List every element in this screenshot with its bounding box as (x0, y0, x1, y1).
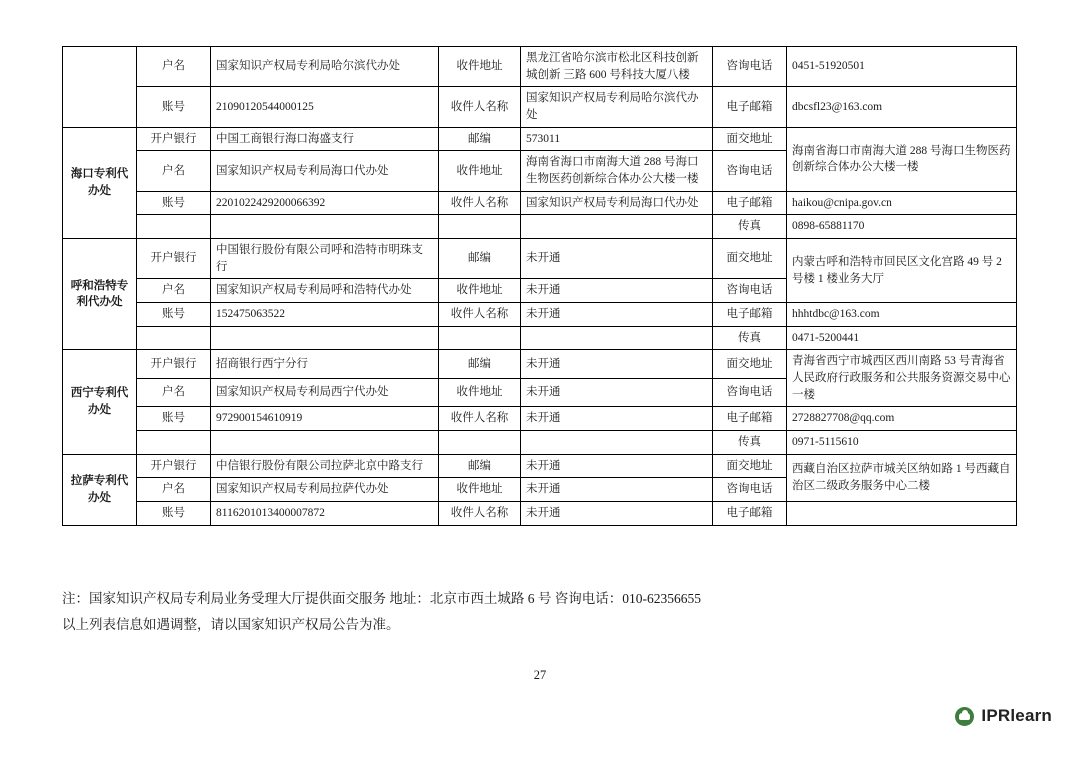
row-value-2: 未开通 (521, 407, 713, 431)
row-label-3: 电子邮箱 (713, 407, 787, 431)
row-label-3: 面交地址 (713, 127, 787, 151)
row-label-3: 传真 (713, 431, 787, 455)
table-row (63, 215, 1017, 239)
table-body (63, 47, 1017, 526)
row-label-3: 咨询电话 (713, 378, 787, 407)
row-value: 国家知识产权局专利局西宁代办处 (211, 378, 439, 407)
row-value: 152475063522 (211, 303, 439, 327)
table-row (63, 191, 1017, 215)
table-row (63, 502, 1017, 526)
row-value-3: 2728827708@qq.com (787, 407, 1017, 431)
row-value-2: 未开通 (521, 239, 713, 279)
table-row (63, 407, 1017, 431)
table-row (63, 303, 1017, 327)
row-value: 972900154610919 (211, 407, 439, 431)
empty-cell (211, 215, 439, 239)
row-value-3: 青海省西宁市城西区西川南路 53 号青海省人民政府行政服务和公共服务资源交易中心一楼 (787, 350, 1017, 407)
row-value-2: 573011 (521, 127, 713, 151)
row-value-2: 黑龙江省哈尔滨市松北区科技创新城创新 三路 600 号科技大厦八楼 (521, 47, 713, 87)
row-label-2: 邮编 (439, 239, 521, 279)
row-label: 户名 (137, 279, 211, 303)
row-value-2: 未开通 (521, 478, 713, 502)
row-label-2: 邮编 (439, 350, 521, 379)
row-value-3: 0971-5115610 (787, 431, 1017, 455)
row-label-2: 收件人名称 (439, 191, 521, 215)
row-value: 国家知识产权局专利局呼和浩特代办处 (211, 279, 439, 303)
row-label-3: 电子邮箱 (713, 502, 787, 526)
row-label-3: 电子邮箱 (713, 191, 787, 215)
watermark (955, 706, 1052, 726)
row-label-2: 收件人名称 (439, 303, 521, 327)
row-value: 中国工商银行海口海盛支行 (211, 127, 439, 151)
row-value-2: 未开通 (521, 350, 713, 379)
table-row (63, 239, 1017, 279)
empty-cell (211, 431, 439, 455)
row-label-2: 收件人名称 (439, 87, 521, 127)
row-label-2: 邮编 (439, 127, 521, 151)
row-value: 2201022429200066392 (211, 191, 439, 215)
row-value-2: 国家知识产权局专利局海口代办处 (521, 191, 713, 215)
row-label-2: 收件人名称 (439, 407, 521, 431)
row-value-2: 未开通 (521, 454, 713, 478)
row-label: 账号 (137, 303, 211, 327)
row-label: 户名 (137, 478, 211, 502)
table-row (63, 127, 1017, 151)
row-label-2: 邮编 (439, 454, 521, 478)
row-value-2: 海南省海口市南海大道 288 号海口生物医药创新综合体办公大楼一楼 (521, 151, 713, 191)
table-row (63, 326, 1017, 350)
empty-cell (521, 431, 713, 455)
empty-cell (137, 431, 211, 455)
empty-cell (439, 215, 521, 239)
row-value-3: hhhtdbc@163.com (787, 303, 1017, 327)
row-value-3: haikou@cnipa.gov.cn (787, 191, 1017, 215)
row-label: 开户银行 (137, 239, 211, 279)
row-value-3: 西藏自治区拉萨市城关区纳如路 1 号西藏自治区二级政务服务中心二楼 (787, 454, 1017, 501)
row-label-3: 电子邮箱 (713, 87, 787, 127)
empty-cell (137, 326, 211, 350)
row-value: 中信银行股份有限公司拉萨北京中路支行 (211, 454, 439, 478)
row-label: 开户银行 (137, 350, 211, 379)
row-value-3: dbcsfl23@163.com (787, 87, 1017, 127)
row-label-3: 传真 (713, 215, 787, 239)
row-label-2: 收件地址 (439, 47, 521, 87)
row-value: 国家知识产权局专利局拉萨代办处 (211, 478, 439, 502)
row-value-3: 0898-65881170 (787, 215, 1017, 239)
row-value: 中国银行股份有限公司呼和浩特市明珠支行 (211, 239, 439, 279)
office-name-cell (63, 47, 137, 128)
page-number: 27 (533, 668, 547, 682)
row-value-3 (787, 502, 1017, 526)
row-value-2: 未开通 (521, 303, 713, 327)
empty-cell (211, 326, 439, 350)
watermark-label: IPRlearn (981, 706, 1052, 725)
row-label: 账号 (137, 502, 211, 526)
office-name-cell: 海口专利代办处 (63, 127, 137, 238)
row-label-3: 咨询电话 (713, 151, 787, 191)
row-value-3: 0451-51920501 (787, 47, 1017, 87)
row-label-3: 面交地址 (713, 239, 787, 279)
empty-cell (439, 431, 521, 455)
row-label-2: 收件地址 (439, 378, 521, 407)
row-label-2: 收件地址 (439, 478, 521, 502)
note-line-1: 注：国家知识产权局专利局业务受理大厅提供面交服务 地址：北京市西土城路 6 号 咨询电话：010-62356655 (62, 591, 701, 606)
row-value: 招商银行西宁分行 (211, 350, 439, 379)
row-label: 开户银行 (137, 454, 211, 478)
row-label-3: 咨询电话 (713, 478, 787, 502)
row-label-3: 咨询电话 (713, 279, 787, 303)
row-value: 国家知识产权局专利局海口代办处 (211, 151, 439, 191)
row-value: 国家知识产权局专利局哈尔滨代办处 (211, 47, 439, 87)
row-label: 户名 (137, 47, 211, 87)
row-label: 户名 (137, 151, 211, 191)
row-value-2: 未开通 (521, 378, 713, 407)
table-row (63, 47, 1017, 87)
table-row (63, 87, 1017, 127)
row-label-3: 电子邮箱 (713, 303, 787, 327)
empty-cell (439, 326, 521, 350)
row-label: 开户银行 (137, 127, 211, 151)
row-label: 账号 (137, 191, 211, 215)
row-label-3: 传真 (713, 326, 787, 350)
row-value: 21090120544000125 (211, 87, 439, 127)
office-name-cell: 拉萨专利代办处 (63, 454, 137, 525)
row-label: 户名 (137, 378, 211, 407)
row-label-3: 面交地址 (713, 350, 787, 379)
row-label-3: 咨询电话 (713, 47, 787, 87)
table-row (63, 454, 1017, 478)
office-name-cell: 西宁专利代办处 (63, 350, 137, 454)
row-value-2: 国家知识产权局专利局哈尔滨代办处 (521, 87, 713, 127)
row-label: 账号 (137, 87, 211, 127)
row-value-2: 未开通 (521, 279, 713, 303)
office-name-cell: 呼和浩特专利代办处 (63, 239, 137, 350)
footer-notes (62, 586, 1022, 639)
row-value-3: 海南省海口市南海大道 288 号海口生物医药创新综合体办公大楼一楼 (787, 127, 1017, 191)
table-row (63, 350, 1017, 379)
row-value: 8116201013400007872 (211, 502, 439, 526)
row-label-2: 收件人名称 (439, 502, 521, 526)
row-label-2: 收件地址 (439, 279, 521, 303)
leaf-icon (955, 707, 974, 726)
row-label-2: 收件地址 (439, 151, 521, 191)
empty-cell (521, 215, 713, 239)
row-label: 账号 (137, 407, 211, 431)
empty-cell (137, 215, 211, 239)
table-row (63, 431, 1017, 455)
note-line-2: 以上列表信息如遇调整，请以国家知识产权局公告为准。 (62, 617, 400, 633)
row-label-3: 面交地址 (713, 454, 787, 478)
empty-cell (521, 326, 713, 350)
row-value-3: 内蒙古呼和浩特市回民区文化宫路 49 号 2 号楼 1 楼业务大厅 (787, 239, 1017, 303)
row-value-3: 0471-5200441 (787, 326, 1017, 350)
agency-contact-table (62, 46, 1017, 526)
row-value-2: 未开通 (521, 502, 713, 526)
